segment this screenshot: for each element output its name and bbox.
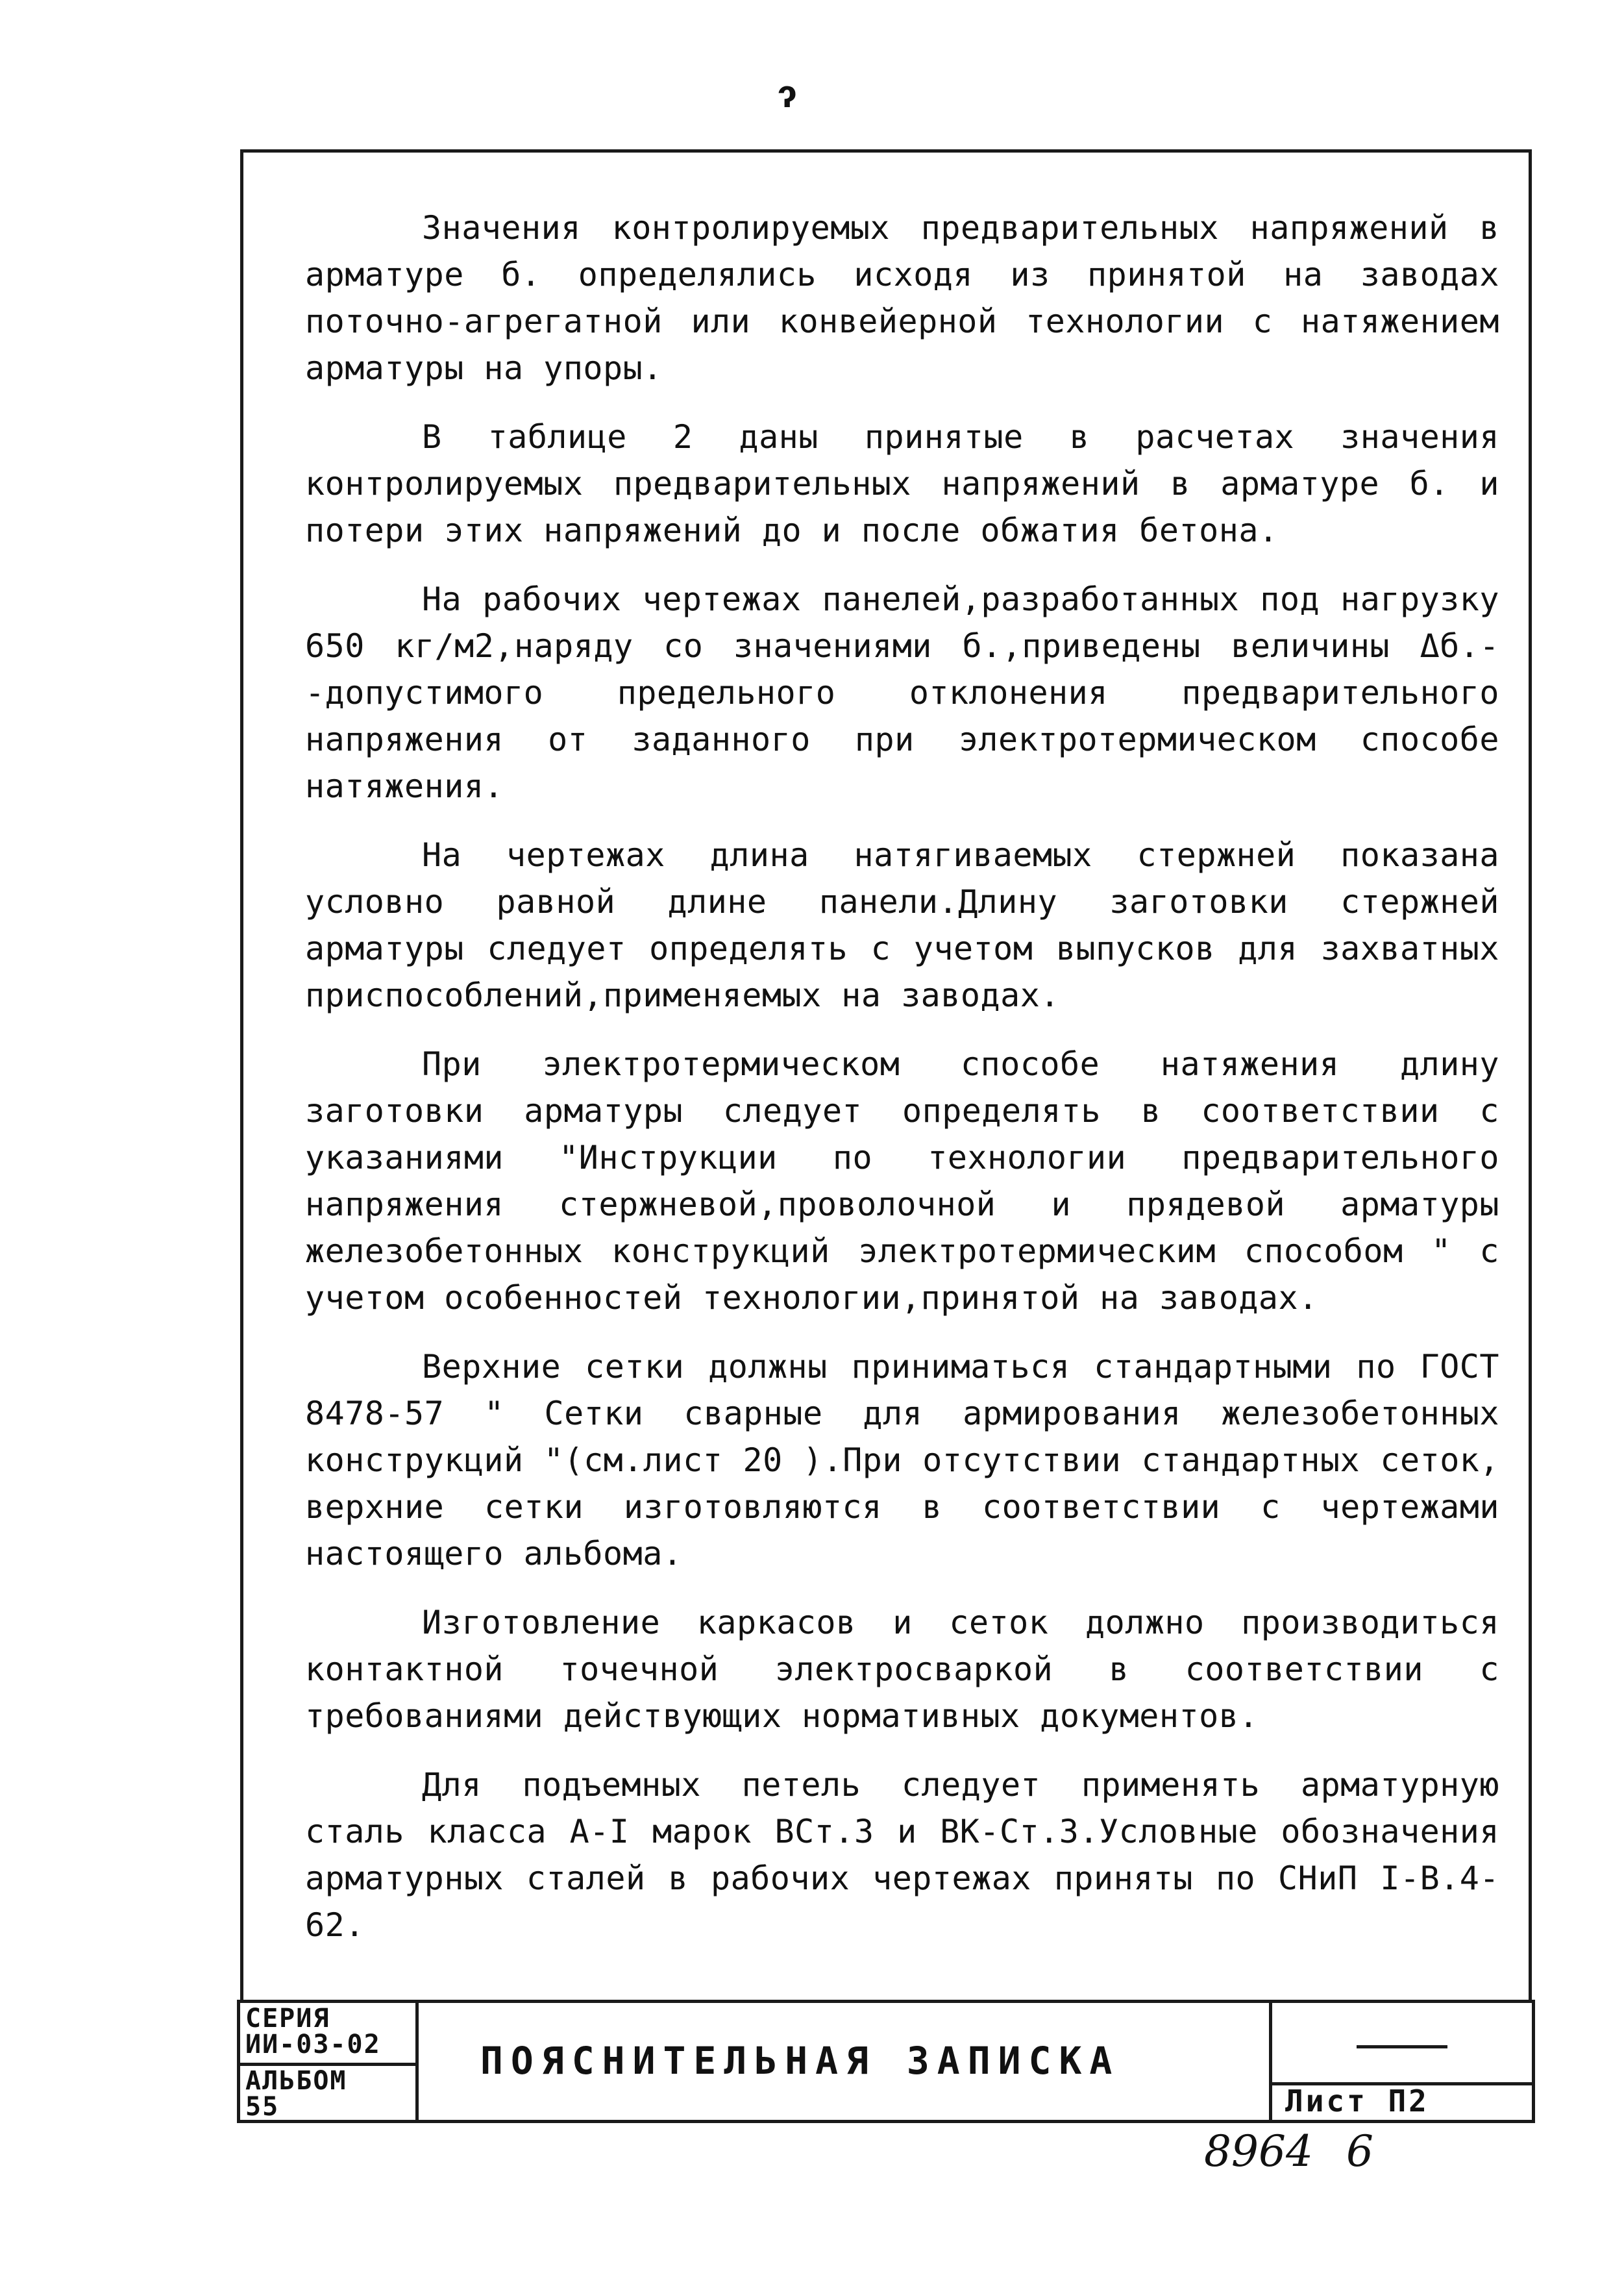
series-label [245,2006,381,2058]
paragraph: В таблице 2 даны принятые в расчетах значения контролируемых предварительных напряжений в арматуре б. и потери этих напряжений до и после обжатия бетона. [305,418,1499,549]
sheet-number: Лист П2 [1285,2083,1429,2119]
paragraph: Значения контролируемых предварительных напряжений в арматуре б. определялись исходя из принятой на заводах поточно-агрегатной или конвейерной технологии с натяжением арматуры на упоры. [305,209,1499,387]
paragraph: При электротермическом способе натяжения длину заготовки арматуры следует определять в соответствии с указаниями "Инструкции по технологии предварительного напряжения стержневой,проволочной и прядевой арматуры железобетонных конструкций электротермическим способом " с учетом особенностей технологии,принятой на заводах. [305,1045,1499,1317]
title-block [237,2000,1535,2123]
series-line-1: СЕРИЯ [245,2004,330,2033]
album-line-2: 55 [245,2092,280,2122]
album-line-1: АЛЬБОМ [245,2066,347,2096]
series-album-cell [240,2003,419,2120]
dash-line [1357,2045,1447,2048]
page-mark: ɂ [776,71,800,117]
explanatory-text [305,205,1499,1971]
handwritten-number: 8964 6 [1204,2126,1373,2176]
paragraph: Для подъемных петель следует применять арматурную сталь класса А-I марок ВСт.3 и ВК-Ст.3.Условные обозначения арматурных сталей в рабочих чертежах приняты по СНиП I-В.4-62. [305,1766,1499,1944]
series-line-2: ИИ-03-02 [245,2030,381,2059]
document-title: ПОЯСНИТЕЛЬНАЯ ЗАПИСКА [480,2039,1120,2083]
paragraph: Верхние сетки должны приниматься стандартными по ГОСТ 8478-57 " Сетки сварные для армирования железобетонных конструкций "(см.лист 20 ).При отсутствии стандартных сеток, верхние сетки изготовляются в соответствии с чертежами настоящего альбома. [305,1348,1499,1573]
album-label [245,2068,347,2120]
paragraph: На чертежах длина натягиваемых стержней показана условно равной длине панели.Длину заготовки стержней арматуры следует определять с учетом выпусков для захватных приспособлений,применяемых на заводах. [305,836,1499,1014]
paragraph: На рабочих чертежах панелей,разработанных под нагрузку 650 кг/м2,наряду со значениями б.,приведены величины Δб.- -допустимого предельного отклонения предварительного напряжения от заданного при электротермическом способе натяжения. [305,580,1499,805]
paragraph: Изготовление каркасов и сеток должно производиться контактной точечной электросваркой в соответствии с требованиями действующих нормативных документов. [305,1604,1499,1735]
sheet-cell [1269,2003,1532,2120]
